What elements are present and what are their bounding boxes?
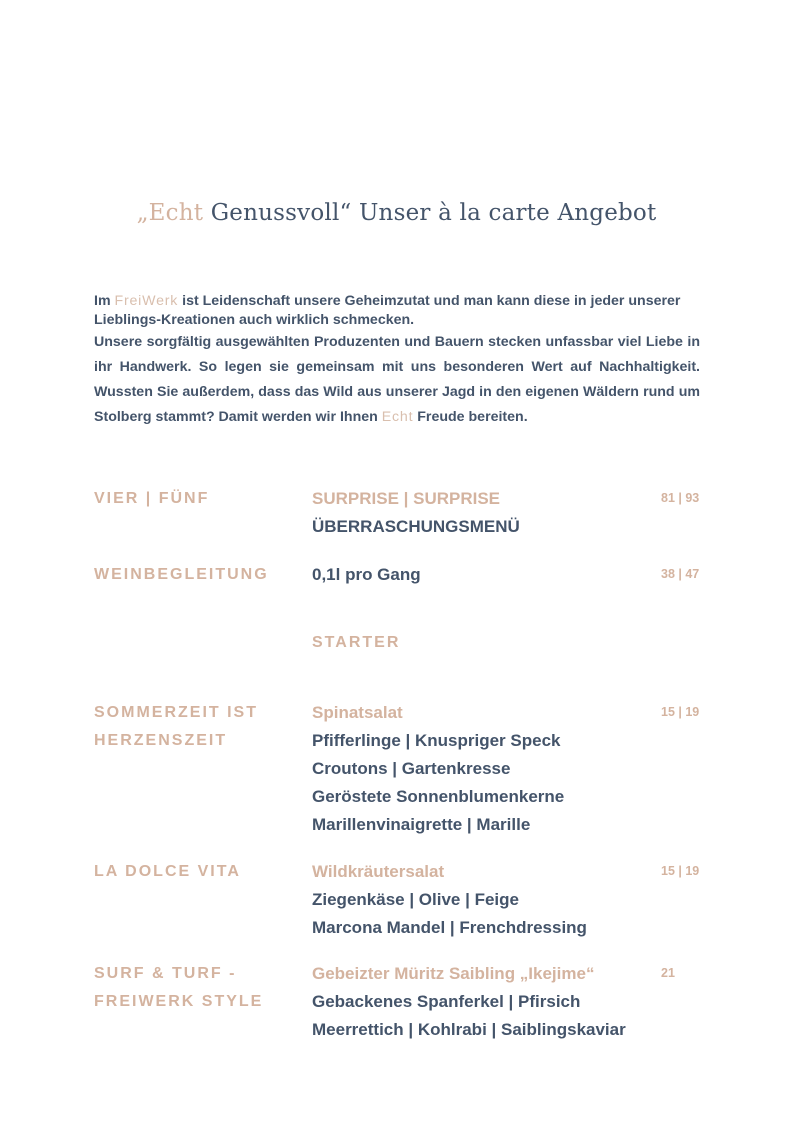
menu-item-detail: Ziegenkäse | Olive | Feige	[312, 890, 519, 909]
menu-item-detail: Geröstete Sonnenblumenkerne	[312, 787, 565, 806]
page-title	[0, 200, 793, 226]
section-heading-starter: STARTER	[312, 634, 401, 651]
intro-p2-start: Unsere sorgfältig ausgewählten Produzenten und Bauern stecken unfassbar viel Liebe in ihr Handwerk. So legen sie gemeinsam mit uns besonderen Wert auf Nachhaltigkeit. Wussten Sie außerdem, dass das Wild aus unserer Jagd in den eigenen Wäldern rund um Stolberg stammt? Damit werden wir Ihnen	[94, 334, 700, 425]
menu-item-description	[312, 960, 652, 1044]
title-accent: „Echt	[136, 200, 204, 226]
menu-item-detail: Pfifferlinge | Knuspriger Speck	[312, 731, 561, 750]
menu-item-detail: Meerrettich | Kohlrabi | Saiblingskaviar	[312, 1020, 626, 1039]
menu-item-detail: Gebackenes Spanferkel | Pfirsich	[312, 992, 581, 1011]
menu-item-label-line: HERZENSZEIT	[94, 732, 228, 749]
intro-paragraph-1	[94, 292, 700, 330]
menu-item-price: 38 | 47	[661, 567, 700, 581]
brand-echt: Echt	[381, 409, 414, 425]
intro-paragraph-2	[94, 330, 700, 430]
menu-item-label-line: SOMMERZEIT IST	[94, 704, 258, 721]
menu-item-title: Gebeizter Müritz Saibling „Ikejime“	[312, 964, 595, 983]
menu-item-label	[94, 960, 294, 1016]
menu-item-detail: Marillenvinaigrette | Marille	[312, 815, 531, 834]
menu-item-price: 81 | 93	[661, 491, 700, 505]
menu-item-price: 15 | 19	[661, 705, 700, 719]
title-rest: Genussvoll“ Unser à la carte Angebot	[203, 200, 657, 226]
menu-item-title: SURPRISE | SURPRISE	[312, 489, 501, 508]
menu-item-label-line: SURF & TURF -	[94, 965, 237, 982]
intro-text	[94, 292, 700, 430]
menu-item-label: WEINBEGLEITUNG	[94, 566, 269, 583]
brand-freiwerk: FreiWerk	[114, 293, 179, 309]
menu-item-description	[312, 561, 652, 589]
menu-item-price: 15 | 19	[661, 864, 700, 878]
menu-item-detail: Marcona Mandel | Frenchdressing	[312, 918, 587, 937]
menu-item-description	[312, 858, 652, 942]
menu-item-description	[312, 699, 652, 839]
menu-item-title: Wildkräutersalat	[312, 862, 445, 881]
intro-p1-end: ist Leidenschaft unsere Geheimzutat und man kann diese in jeder unserer Lieblings-Kreationen auch wirklich schmecken.	[94, 293, 681, 328]
menu-item-title: Spinatsalat	[312, 703, 403, 722]
intro-p1-start: Im	[94, 293, 115, 309]
menu-item-price: 21	[661, 966, 675, 980]
menu-item-label	[94, 699, 294, 755]
menu-item-detail: ÜBERRASCHUNGSMENÜ	[312, 517, 520, 536]
menu-item-label-line: FREIWERK STYLE	[94, 993, 264, 1010]
menu-item-description	[312, 485, 652, 541]
menu-item-detail: Croutons | Gartenkresse	[312, 759, 511, 778]
menu-item-label: VIER | FÜNF	[94, 490, 210, 507]
menu-item-title: 0,1l pro Gang	[312, 565, 421, 584]
menu-item-label: LA DOLCE VITA	[94, 863, 241, 880]
intro-p2-end: Freude bereiten.	[413, 409, 528, 425]
